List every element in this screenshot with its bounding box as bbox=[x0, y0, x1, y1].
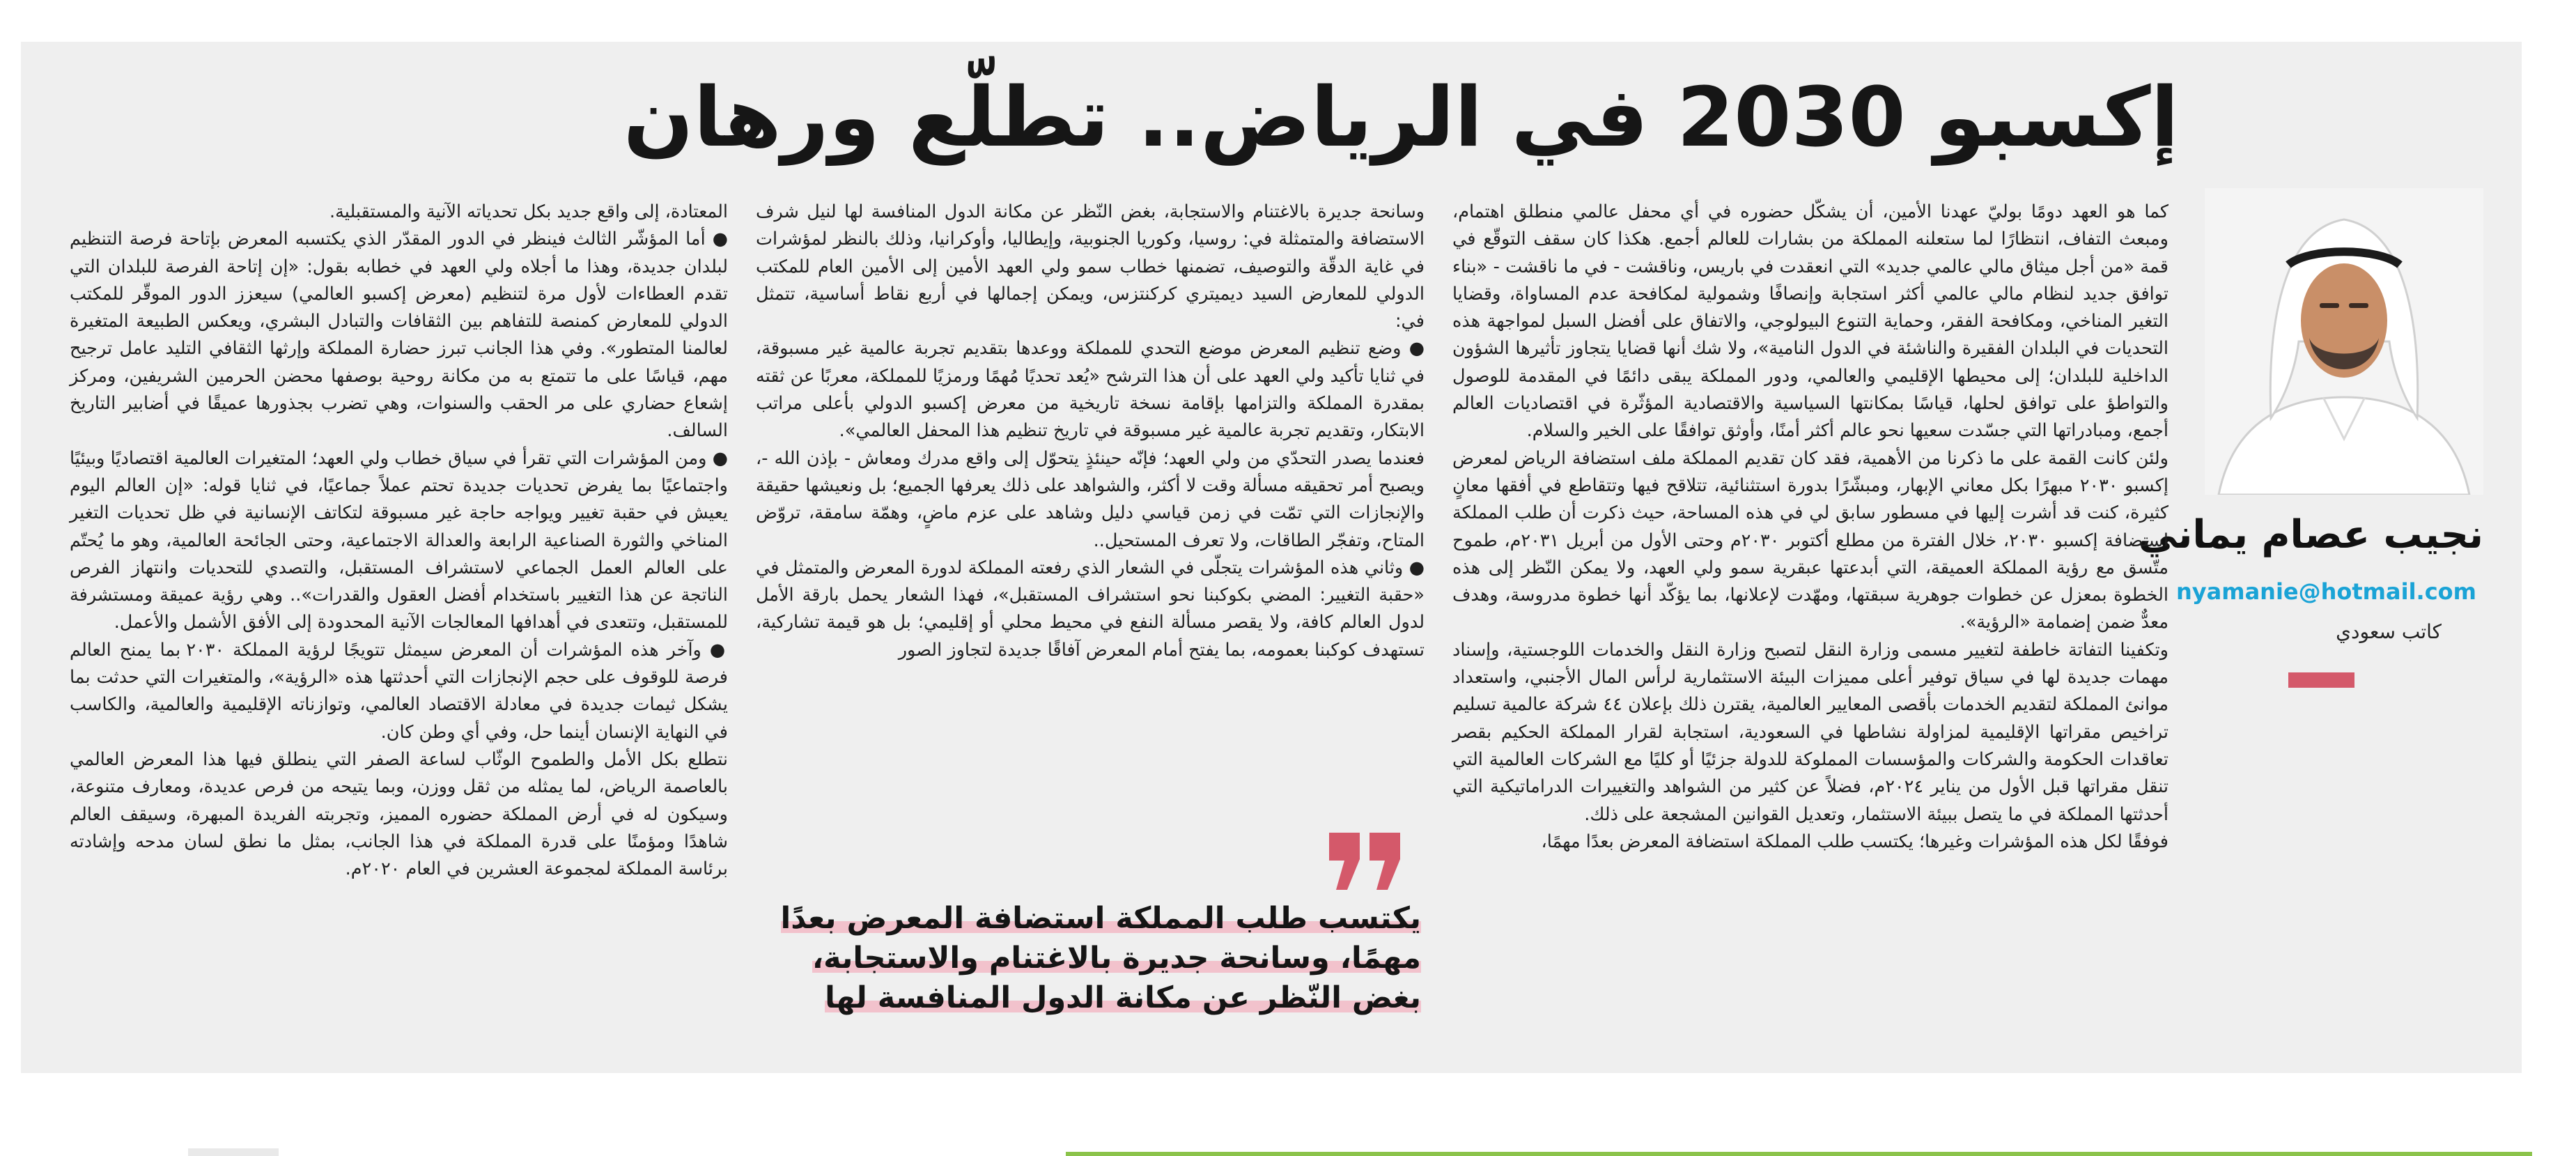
paragraph: ● أما المؤشّر الثالث فينظر في الدور المقدّر الذي يكتسبه المعرض بإتاحة فرصة التنظيم لبلدان جديدة، وهذا ما أجلاه ولي العهد في خطابه بقول: «إن إتاحة الفرصة للبلدان التي تقدم العطاءات لأول مرة لتنظيم (معرض إكسبو العالمي) سيعزز الدور الموقّر للمكتب الدولي للمعارض كمنصة للتفاهم بين الثقافات والتبادل البشري، ويعكس الطبيعة المتغيرة لعالمنا المتطور». وفي هذا الجانب تبرز حضارة المملكة وإرثها الثقافي التليد عامل ترجيح مهم، قياسًا على ما تتمتع به من مكانة روحية بوصفها محضن الحرمين الشريفين، ومركز إشعاع حضاري على مر الحقب والسنوات، وهي تضرب بجذورها عميقًا في أضابير التاريخ السالف. bbox=[70, 229, 728, 442]
paragraph: ● وضع تنظيم المعرض موضع التحدي للمملكة ووعدها بتقديم تجربة عالمية غير مسبوقة، في ثنايا تأكيد ولي العهد على أن هذا الترشح «يُعد تحديًا مُهمًا ورمزيًا للمملكة، معربًا عن ثقته بمقدرة المملكة والتزامها بإقامة نسخة تاريخية من معرض إكسبو الدولي بأعلى مراتب الابتكار، وتقديم تجربة عالمية غير مسبوقة في تاريخ تنظيم هذا المحفل العالمي». bbox=[756, 338, 1425, 442]
paragraph: فوفقًا لكل هذه المؤشرات وغيرها؛ يكتسب طلب المملكة استضافة المعرض بعدًا مهمًا، bbox=[1541, 831, 2168, 852]
pull-quote bbox=[773, 899, 1421, 1018]
paragraph: المعتادة، إلى واقع جديد بكل تحدياته الآنية والمستقبلية. bbox=[329, 201, 728, 222]
paragraph: نتطلع بكل الأمل والطموح الوثّاب لساعة الصفر التي ينطلق فيها هذا المعرض العالمي بالعاصمة الرياض، لما يمثله من ثقل ووزن، وبما يتيحه من فرص عديدة، ومعارف متنوعة، وسيكون له في أرض المملكة حضوره المميز، وتجربته الفريدة المبهرة، وسيقف العالم شاهدًا ومؤمنًا على قدرة المملكة في هذا الجانب، بمثل ما نطق لسان مدحه وإشادته برئاسة المملكة لمجموعة العشرين في العام ٢٠٢٠م. bbox=[70, 748, 728, 880]
paragraph: ● وثاني هذه المؤشرات يتجلّى في الشعار الذي رفعته المملكة لدورة المعرض والمتمثل في «حقبة التغيير: المضي بكوكبنا نحو استشراف المستقبل»، فهذا الشعار يحمل بارقة الأمل لدول العالم كافة، ولا يقصر مسألة النفع في محيط محلي أو إقليمي؛ بل هو قيمة تشاركية، تستهدف كوكبنا بعمومه، بما يفتح أمام المعرض آفاقًا جديدة لتجاوز الصور bbox=[756, 557, 1425, 661]
author-role: كاتب سعودي bbox=[2336, 620, 2442, 643]
author-name: نجيب عصام يماني bbox=[2138, 512, 2483, 557]
paragraph: فعندما يصدر التحدّي من ولي العهد؛ فإنّه حينئذٍ يتحوّل إلى واقع مدرك ومعاش - بإذن الله -، ويصبح أمر تحقيقه مسألة وقت لا أكثر، والشواهد على ذلك يعرفها الجميع؛ بل ونعيشها حقيقة والإنجازات التي تمّت في زمن قياسي دليل وشاهد على عزم ماضٍ، وهمّة سامقة، تروّض المتاح، وتفجّر الطاقات، ولا تعرف المستحيل.. bbox=[756, 447, 1425, 551]
paragraph: ● ومن المؤشرات التي تقرأ في سياق خطاب ولي العهد؛ المتغيرات العالمية اقتصاديًا وبيئيًا واجتماعيًا بما يفرض تحديات جديدة تحتم عملاً جماعيًا، في ثنايا قوله: «إن العالم اليوم يعيش في حقبة تغيير ويواجه حاجة غير مسبوقة لتكاتف الإنسانية في ظل تحديات التغير المناخي والثورة الصناعية الرابعة والعدالة الاجتماعية، وحتى الجائحة العالمية، وهو ما يُحتّم على العالم العمل الجماعي لاستشراف المستقبل، والتصدي للتحديات وانتهاز الفرص الناتجة عن هذا التغيير باستخدام أفضل العقول والقدرات».. وهي رؤية عميقة ومستشرفة للمستقبل، وتتعدى في أهدافها المعالجات الآنية المحدودة إلى الأفق الأشمل والأعمل. bbox=[70, 447, 728, 633]
paragraph: ولئن كانت القمة على ما ذكرنا من الأهمية، فقد كان تقديم المملكة ملف استضافة الرياض لمعرض إكسبو ٢٠٣٠ مبهرًا بكل معاني الإبهار، ومبشّرًا بدورة استثنائية، تتلاقح فيها وتتقاطع في أفقها معانٍ كثيرة، كنت قد أشرت إليها في مسطور سابق لي في هذه المساحة، حيث ذكرت أن طلب المملكة استضافة إكسبو ٢٠٣٠، خلال الفترة من مطلع أكتوبر ٢٠٣٠م وحتى الأول من أبريل ٢٠٣١م، طموح متّسق مع رؤية المملكة العميقة، التي أبدعتها عبقرية سمو ولي العهد، ولا يمكن النّظر إلى هذه الخطوة بمعزل عن خطوات جوهرية سبقتها، ومهّدت لإعلانها، بما يؤكّد أنها خطوة مدروسة، وهدف معدٌّ ضمن إضمامة «الرؤية». bbox=[1452, 447, 2169, 633]
paragraph: كما هو العهد دومًا بوليّ عهدنا الأمين، أن يشكّل حضوره في أي محفل عالمي منطلق اهتمام، ومبعث التفاف، انتظارًا لما ستعلنه المملكة من بشارات للعالم أجمع. هكذا كان سقف التوقّع في قمة «من أجل ميثاق مالي عالمي جديد» التي انعقدت في باريس، وناقشت - في ما ناقشت - «بناء توافق جديد لنظام مالي عالمي أكثر استجابة وإنصافًا وشمولية لمكافحة عدم المساواة، وقضايا التغير المناخي، ومكافحة الفقر، وحماية التنوع البيولوجي، والاتفاق على أفضل السبل لمواجهة هذه التحديات في البلدان الفقيرة والناشئة في الدول النامية»، ولا شك أنها قضايا يتجاوز تأثيرها الشؤون الداخلية للبلدان؛ إلى محيطها الإقليمي والعالمي، ودور المملكة يبقى دائمًا في المقدمة للوصول والتواطؤ على توافق لحلها، قياسًا بمكانتها السياسية والاقتصادية المؤثّرة في اقتصاديات العالم أجمع، ومبادراتها التي جسّدت سعيها نحو عالم أكثر أمنًا، وأوثق توافقًا على الخير والسلام. bbox=[1452, 201, 2168, 442]
author-email-link[interactable]: nyamanie@hotmail.com bbox=[2175, 578, 2476, 605]
paragraph: وتكفينا التفاتة خاطفة لتغيير مسمى وزارة النقل لتصبح وزارة النقل والخدمات اللوجستية، وإسناد مهمات جديدة لها في سياق توفير أعلى مميزات البيئة الاستثمارية لرأس المال الأجنبي، واستعداد موانئ المملكة لتقديم الخدمات بأقصى المعايير العالمية، يقترن ذلك بإعلان ٤٤ شركة عالمية تسليم تراخيص مقراتها الإقليمية لمزاولة نشاطها في السعودية، استجابة لقرار المملكة الحكيم بقصر تعاقدات الحكومة والشركات والمؤسسات المملوكة للدولة جزئيًا أو كليًا مع الشركات العالمية التي تنقل مقراتها قبل الأول من يناير ٢٠٢٤م، فضلاً عن كثير من الشواهد والتغييرات الدراماتيكية التي أحدثتها المملكة في ما يتصل ببيئة الاستثمار، وتعديل القوانين المشجعة على ذلك. bbox=[1452, 639, 2168, 825]
author-sidebar bbox=[2138, 188, 2508, 885]
paragraph: ● وآخر هذه المؤشرات أن المعرض سيمثل تتويجًا لرؤية المملكة ٢٠٣٠ بما يمنح العالم فرصة للوقوف على حجم الإنجازات التي أحدثتها هذه «الرؤية»، والمتغيرات التي حدثت بما يشكل ثيمات جديدة في معادلة الاقتصاد العالمي، وتوازناته الإقليمية والعالمية، والكاسب في النهاية الإنسان أينما حل، وفي أي وطن كان. bbox=[70, 639, 728, 743]
article-headline: إكسبو 2030 في الرياض.. تطلّع ورهان bbox=[623, 69, 2179, 165]
paragraph: وسانحة جديرة بالاغتنام والاستجابة، بغض النّظر عن مكانة الدول المنافسة لها لنيل شرف الاستضافة والمتمثلة في: روسيا، وكوريا الجنوبية، وإيطاليا، وأوكرانيا، وذلك بالنظر لمؤشرات في غاية الدقّة والتوصيف، تضمنها خطاب سمو ولي العهد الأمين إلى الأمين العام للمكتب الدولي للمعارض السيد ديميتري كركنتزس، ويمكن إجمالها في أربع نقاط أساسية، تتمثل في: bbox=[756, 201, 1425, 332]
pull-quote-text: يكتسب طلب المملكة استضافة المعرض بعدًا مهمًا، وسانحة جديرة بالاغتنام والاستجابة، بغض النّظر عن مكانة الدول المنافسة لها bbox=[780, 901, 1421, 1015]
quote-mark-icon bbox=[1324, 826, 1407, 895]
page-tab-marker bbox=[188, 1148, 279, 1156]
page-rule bbox=[1066, 1152, 2532, 1156]
article-column-left bbox=[70, 199, 728, 883]
author-photo bbox=[2205, 188, 2483, 495]
article-column-right bbox=[1452, 199, 2168, 856]
article-column-middle bbox=[756, 199, 1425, 664]
accent-divider bbox=[2288, 672, 2354, 688]
